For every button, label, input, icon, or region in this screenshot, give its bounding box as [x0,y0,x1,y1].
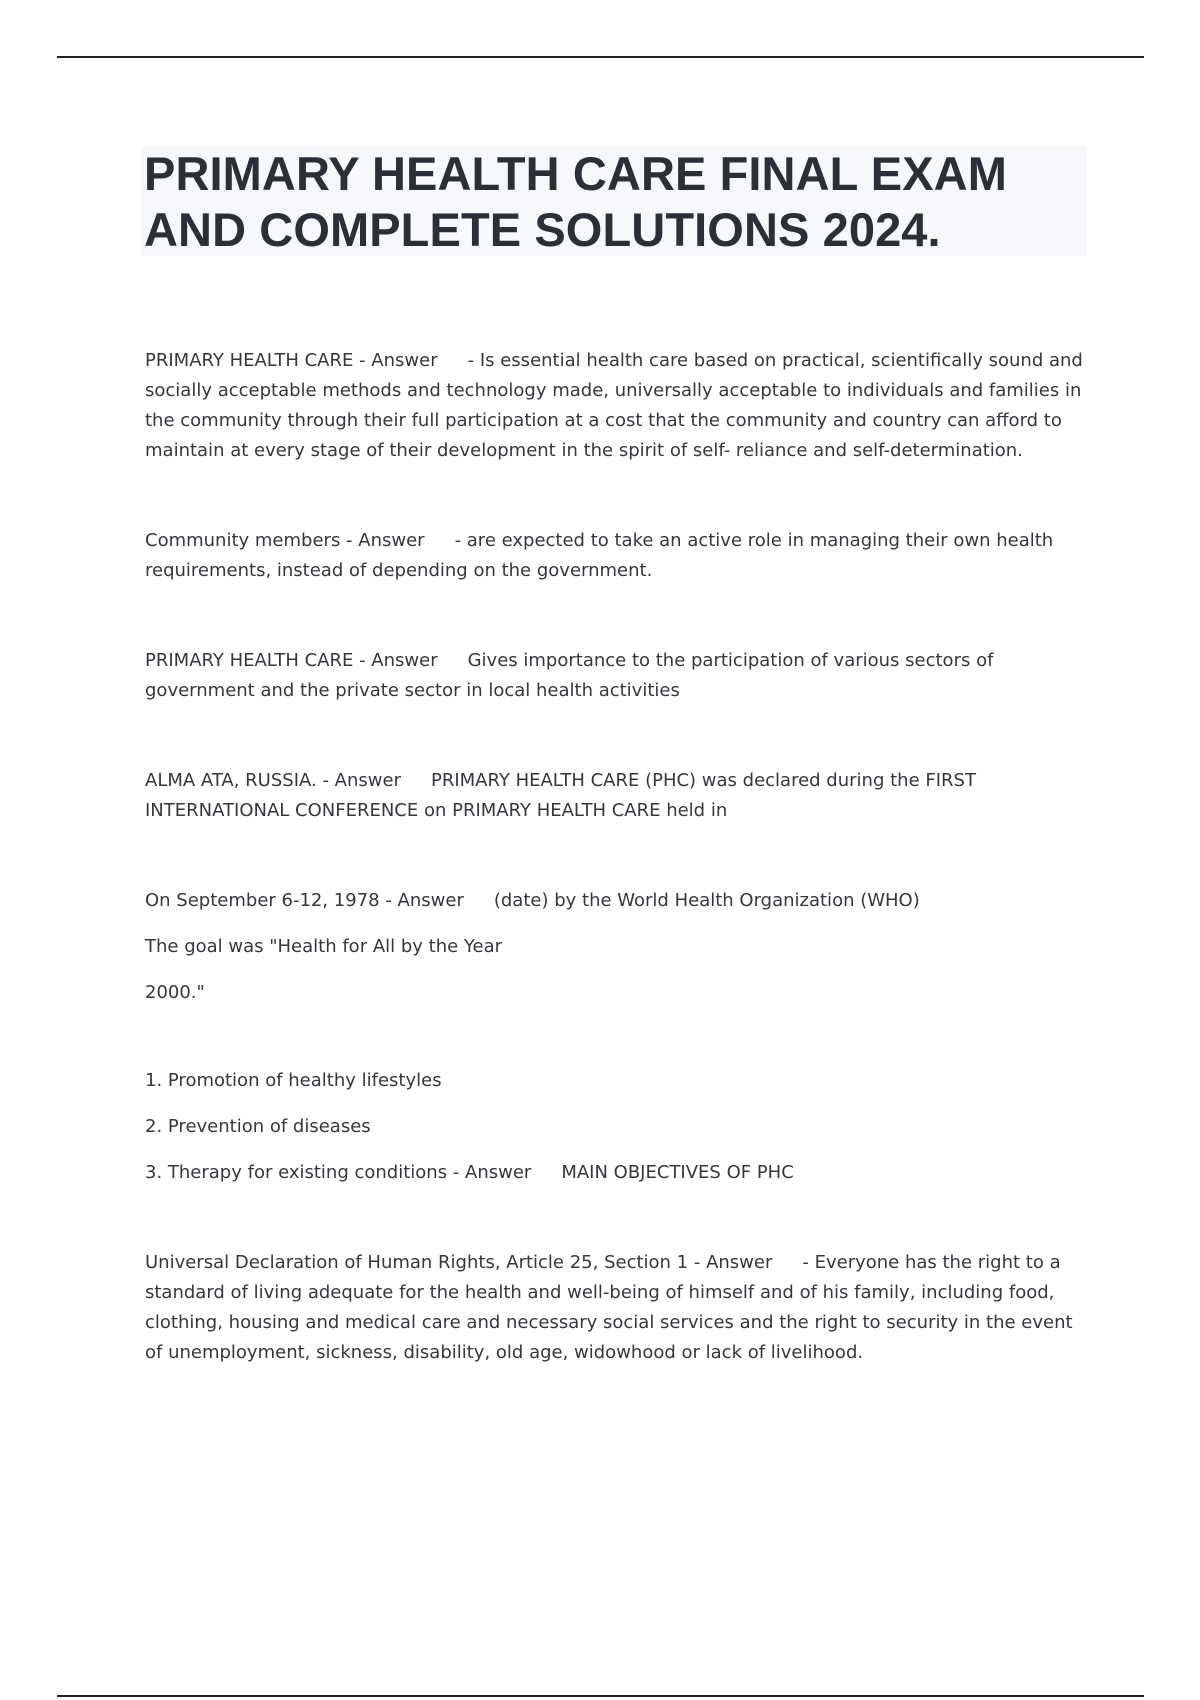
qa-term: PRIMARY HEALTH CARE - Answer [145,650,438,671]
top-rule [57,56,1144,58]
title-line-1: PRIMARY HEALTH CARE FINAL EXAM [144,147,1007,200]
qa-note: 2000." [145,982,205,1003]
title-line-2: AND COMPLETE SOLUTIONS 2024. [144,203,941,256]
list-item: 2. Prevention of diseases [145,1116,371,1137]
qa-answer: - are expected to take an active role in managing their own health requirements, instead of depending on the government. [145,530,1054,581]
qa-answer: Gives importance to the participation of various sectors of government and the private sector in local health activities [145,650,994,701]
qa-term: Community members - Answer [145,530,425,551]
title-block [141,146,1087,256]
qa-entry [145,526,1085,586]
qa-term: On September 6-12, 1978 - Answer [145,890,464,911]
qa-entry [145,646,1085,706]
qa-answer: PRIMARY HEALTH CARE (PHC) was declared during the FIRST INTERNATIONAL CONFERENCE on PRIMARY HEALTH CARE held in [145,770,976,821]
document-title [141,146,1087,258]
qa-entry [145,766,1085,826]
qa-term: ALMA ATA, RUSSIA. - Answer [145,770,401,791]
qa-entry [145,346,1085,466]
qa-term: PRIMARY HEALTH CARE - Answer [145,350,438,371]
qa-answer: (date) by the World Health Organization (WHO) [493,890,920,911]
qa-entry [145,886,1085,916]
qa-entry [145,1248,1085,1368]
list-item: 1. Promotion of healthy lifestyles [145,1070,442,1091]
qa-answer: - Everyone has the right to a standard of living adequate for the health and well-being of himself and of his family, including food, clothing, housing and medical care and necessary social services and the right to security in the event of unemployment, sickness, disability, old age, widowhood or lack of livelihood. [145,1252,1073,1363]
qa-answer: - Is essential health care based on practical, scientifically sound and socially acceptable methods and technology made, universally acceptable to individuals and families in the community through their full participation at a cost that the community and country can afford to maintain at every stage of their development in the spirit of self- reliance and self-determination. [145,350,1083,461]
document-body [145,346,1085,1368]
qa-entry [145,1158,1085,1188]
qa-term: 3. Therapy for existing conditions - Answer [145,1162,532,1183]
qa-answer: MAIN OBJECTIVES OF PHC [561,1162,794,1183]
bottom-rule [57,1695,1144,1697]
qa-note: The goal was "Health for All by the Year [145,936,503,957]
qa-term: Universal Declaration of Human Rights, Article 25, Section 1 - Answer [145,1252,773,1273]
